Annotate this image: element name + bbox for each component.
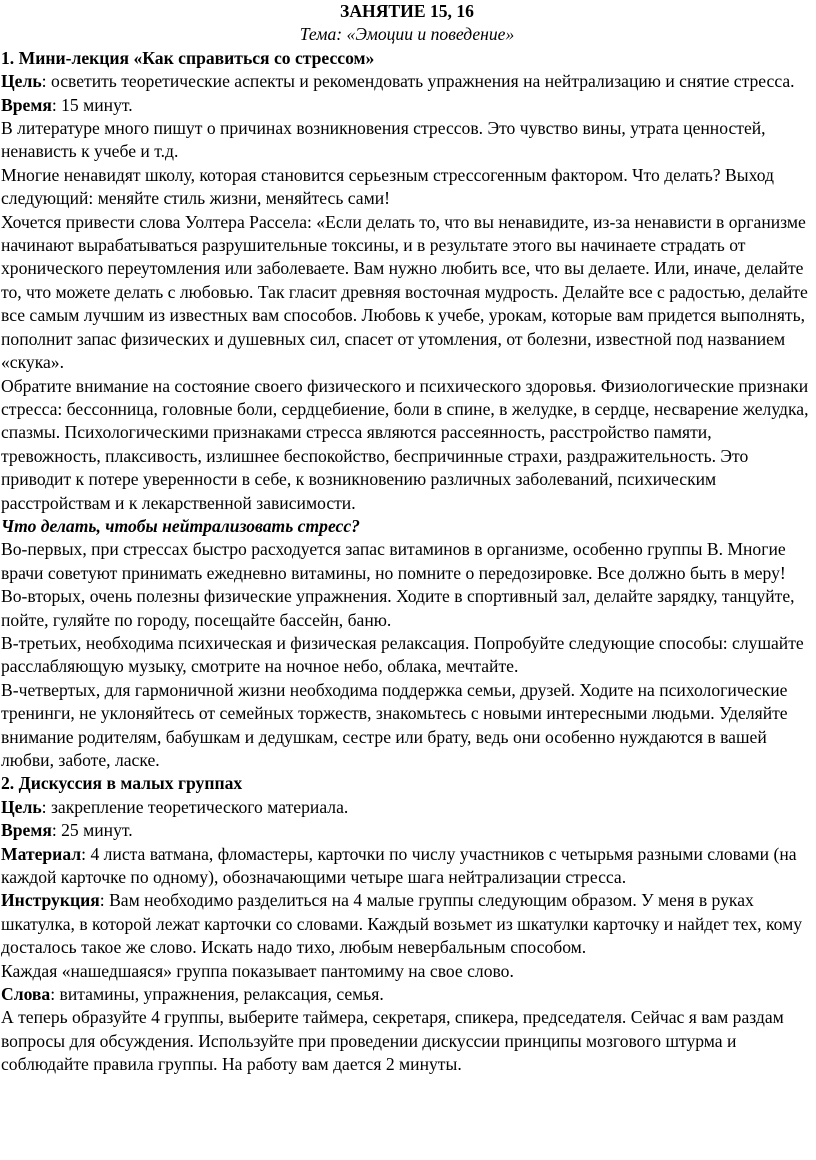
section2-instruction	[1, 889, 813, 959]
section1-paragraph: Многие ненавидят школу, которая становится серьезным стрессогенным фактором. Что делать? Выход следующий: меняйте стиль жизни, меняйтесь сами!	[1, 164, 774, 209]
section1-time-label: Время	[1, 94, 52, 115]
section1-goal-text: : осветить теоретические аспекты и рекомендовать упражнения на нейтрализацию и снятие стресса.	[41, 71, 795, 92]
section2-words-label: Слова	[1, 984, 51, 1005]
section1-paragraph: Обратите внимание на состояние своего физического и психического здоровья. Физиологические признаки стресса: бессонница, головные боли, сердцебиение, боли в спине, в желудке, в сердце, несварение желудка, спазмы. Психологическими признаками стресса являются рассеянность, расстройство памяти, тревожность, плаксивость, излишнее беспокойство, беспричинные страхи, раздражительность. Это приводит к потере уверенности в себе, к возникновению различных заболеваний, психическим расстройствам и к лекарственной зависимости.	[1, 375, 809, 513]
section2-material-text: : 4 листа ватмана, фломастеры, карточки по числу участников с четырьмя разными словами (на каждой карточке по одному), обозначающими четыре шага нейтрализации стресса.	[1, 843, 797, 888]
section2-goal-text: : закрепление теоретического материала.	[41, 796, 349, 817]
section2-material-label: Материал	[1, 843, 82, 864]
section2-group-text: Каждая «нашедшаяся» группа показывает пантомиму на свое слово.	[1, 960, 514, 981]
section2-heading: 2. Дискуссия в малых группах	[1, 773, 243, 794]
section2-goal	[1, 796, 813, 819]
tip-paragraph: В-четвертых, для гармоничной жизни необходима поддержка семьи, друзей. Ходите на психологические тренинги, не уклоняйтесь от семейных торжеств, знакомьтесь с новыми интересными людьми. Уделяйте внимание родителям, бабушкам и дедушкам, сестре или брату, ведь они особенно нуждаются в вашей любви, заботе, ласке.	[1, 679, 788, 770]
section1-goal	[1, 70, 813, 93]
section1-paragraph: В литературе много пишут о причинах возникновения стрессов. Это чувство вины, утрата ценностей, ненависть к учебе и т.д.	[1, 118, 766, 162]
section2-final-text: А теперь образуйте 4 группы, выберите таймера, секретаря, спикера, председателя. Сейчас я вам раздам вопросы для обсуждения. Используйте при проведении дискуссии принципы мозгового штурма и соблюдайте правила группы. На работу вам дается 2 минуты.	[1, 1007, 784, 1075]
section2-time-label: Время	[1, 820, 52, 841]
section2-material	[1, 843, 813, 890]
section2-goal-label: Цель	[1, 796, 42, 817]
section2-words-text: : витамины, упражнения, релаксация, семья.	[50, 984, 384, 1005]
tip-paragraph: Во-первых, при стрессах быстро расходуется запас витаминов в организме, особенно группы В. Многие врачи советуют принимать ежедневно витамины, но помните о передозировке. Все должно быть в меру!	[1, 539, 786, 583]
section1-paragraph: Хочется привести слова Уолтера Рассела: «Если делать то, что вы ненавидите, из-за ненависти в организме начинают вырабатываться разрушительные токсины, и в результате этого вы начинаете страдать от хронического переутомления или заболеваете. Вам нужно любить все, что вы делаете. Или, иначе, делайте то, что можете делать с любовью. Так гласит древняя восточная мудрость. Делайте все с радостью, делайте все самым лучшим из известных вам способов. Любовь к учебе, урокам, которые вам придется выполнять, пополнит запас физических и душевных сил, спасет от утомления, от болезни, известной под названием «скука».	[1, 211, 808, 373]
tip-paragraph: В-третьих, необходима психическая и физическая релаксация. Попробуйте следующие способы: слушайте расслабляющую музыку, смотрите на ночное небо, облака, мечтайте.	[1, 632, 804, 677]
section1-goal-label: Цель	[1, 71, 42, 92]
section1-heading: 1. Мини-лекция «Как справиться со стрессом»	[1, 47, 375, 68]
section1-time	[1, 94, 813, 117]
section2-words	[1, 983, 813, 1006]
lesson-title: ЗАНЯТИЕ 15, 16	[340, 1, 474, 21]
section2-time	[1, 819, 813, 842]
section2-instruction-text: : Вам необходимо разделиться на 4 малые группы следующим образом. У меня в руках шкатулка, в которой лежат карточки со словами. Каждый возьмет из шкатулки карточку и найдет тех, кому досталось такое же слово. Искать надо тихо, любым невербальным способом.	[1, 890, 802, 958]
lesson-subtitle: Тема: «Эмоции и поведение»	[299, 24, 515, 45]
tip-paragraph: Во-вторых, очень полезны физические упражнения. Ходите в спортивный зал, делайте зарядку, танцуйте, пойте, гуляйте по городу, посещайте бассейн, баню.	[1, 586, 795, 630]
document-body	[1, 0, 813, 1077]
stress-question-heading: Что делать, чтобы нейтрализовать стресс?	[1, 515, 360, 536]
section2-time-text: : 25 минут.	[51, 820, 133, 841]
section1-time-text: : 15 минут.	[51, 94, 133, 115]
section2-instruction-label: Инструкция	[1, 890, 100, 911]
